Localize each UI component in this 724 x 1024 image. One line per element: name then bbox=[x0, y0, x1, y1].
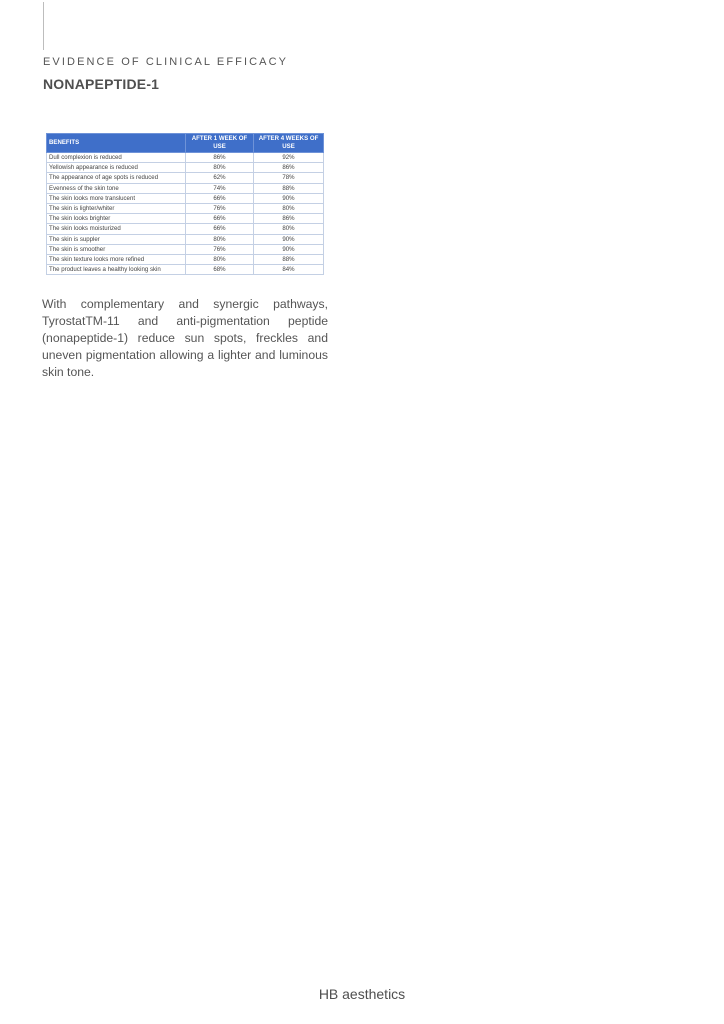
table-row bbox=[47, 214, 324, 224]
table-row bbox=[47, 244, 324, 254]
week-4-value: 90% bbox=[254, 193, 324, 203]
table-row bbox=[47, 173, 324, 183]
week-4-value: 92% bbox=[254, 153, 324, 163]
week-4-value: 78% bbox=[254, 173, 324, 183]
table-row bbox=[47, 265, 324, 275]
benefit-cell: The skin texture looks more refined bbox=[47, 255, 186, 265]
section-label: EVIDENCE OF CLINICAL EFFICACY bbox=[43, 56, 289, 68]
week-1-value: 76% bbox=[186, 204, 254, 214]
column-header-benefits: BENEFITS bbox=[47, 134, 186, 153]
week-1-value: 66% bbox=[186, 224, 254, 234]
week-4-value: 90% bbox=[254, 244, 324, 254]
efficacy-table bbox=[46, 133, 324, 275]
table-row bbox=[47, 183, 324, 193]
benefit-cell: The appearance of age spots is reduced bbox=[47, 173, 186, 183]
table-row bbox=[47, 193, 324, 203]
footer-brand: HB aesthetics bbox=[318, 986, 406, 1002]
vertical-rule bbox=[43, 2, 44, 50]
week-1-value: 66% bbox=[186, 193, 254, 203]
week-1-value: 68% bbox=[186, 265, 254, 275]
benefit-cell: The skin is smoother bbox=[47, 244, 186, 254]
week-1-value: 80% bbox=[186, 255, 254, 265]
column-header-week-4: AFTER 4 WEEKS OF USE bbox=[254, 134, 324, 153]
table-row bbox=[47, 234, 324, 244]
column-header-week-1: AFTER 1 WEEK OF USE bbox=[186, 134, 254, 153]
table-row bbox=[47, 255, 324, 265]
benefit-cell: The product leaves a healthy looking skin bbox=[47, 265, 186, 275]
table-row bbox=[47, 163, 324, 173]
benefit-cell: Evenness of the skin tone bbox=[47, 183, 186, 193]
week-4-value: 86% bbox=[254, 163, 324, 173]
week-1-value: 80% bbox=[186, 234, 254, 244]
benefit-cell: Yellowish appearance is reduced bbox=[47, 163, 186, 173]
benefit-cell: The skin looks more translucent bbox=[47, 193, 186, 203]
benefit-cell: Dull complexion is reduced bbox=[47, 153, 186, 163]
benefit-cell: The skin is suppler bbox=[47, 234, 186, 244]
benefit-cell: The skin is lighter/whiter bbox=[47, 204, 186, 214]
week-1-value: 80% bbox=[186, 163, 254, 173]
benefit-cell: The skin looks brighter bbox=[47, 214, 186, 224]
benefit-cell: The skin looks moisturized bbox=[47, 224, 186, 234]
table-header-row bbox=[47, 134, 324, 153]
week-4-value: 80% bbox=[254, 204, 324, 214]
week-1-value: 74% bbox=[186, 183, 254, 193]
week-4-value: 80% bbox=[254, 224, 324, 234]
week-4-value: 84% bbox=[254, 265, 324, 275]
week-4-value: 88% bbox=[254, 183, 324, 193]
week-1-value: 62% bbox=[186, 173, 254, 183]
table-row bbox=[47, 224, 324, 234]
week-4-value: 90% bbox=[254, 234, 324, 244]
week-1-value: 86% bbox=[186, 153, 254, 163]
week-4-value: 88% bbox=[254, 255, 324, 265]
week-4-value: 86% bbox=[254, 214, 324, 224]
page-title: NONAPEPTIDE-1 bbox=[43, 76, 160, 92]
week-1-value: 76% bbox=[186, 244, 254, 254]
table-row bbox=[47, 153, 324, 163]
body-paragraph: With complementary and synergic pathways, TyrostatTM-11 and anti-pigmentation peptide (nonapeptide-1) reduce sun spots, freckles and uneven pigmentation allowing a lighter and luminous skin tone. bbox=[42, 297, 328, 379]
table-body bbox=[47, 153, 324, 275]
week-1-value: 66% bbox=[186, 214, 254, 224]
table-row bbox=[47, 204, 324, 214]
